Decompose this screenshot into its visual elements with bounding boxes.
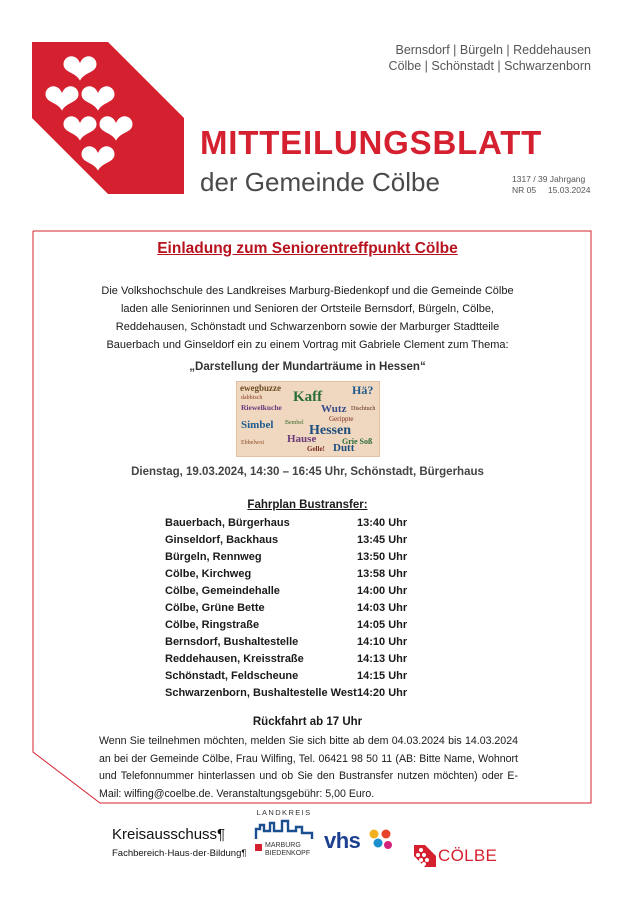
- issue-volume: 1317 / 39 Jahrgang: [512, 174, 586, 184]
- bus-schedule-title: Fahrplan Bustransfer:: [247, 499, 368, 511]
- schedule-row: [165, 515, 425, 532]
- departure-time: 14:03 Uhr: [357, 602, 408, 614]
- stop-name: Cölbe, Gemeindehalle: [165, 585, 280, 597]
- kreisausschuss-name: Kreisausschuss¶: [112, 826, 226, 843]
- stop-name: Bernsdorf, Bushaltestelle: [165, 636, 299, 648]
- stop-name: Schönstadt, Feldscheune: [165, 670, 299, 682]
- departure-time: 14:05 Uhr: [357, 619, 408, 631]
- schedule-row: [165, 549, 425, 566]
- landkreis-marburg-biedenkopf-logo: [253, 808, 315, 860]
- coelbe-emblem-icon: [414, 845, 436, 867]
- wordcloud-word: Riewelkuche: [241, 403, 282, 412]
- schedule-row: [165, 685, 425, 702]
- landkreis-name-line-1: MARBURG: [265, 842, 301, 849]
- departure-time: 14:20 Uhr: [357, 687, 408, 699]
- issue-info: [512, 174, 590, 196]
- wordcloud-word: Kaff: [293, 389, 323, 405]
- kreisausschuss-logo: [112, 826, 246, 859]
- wordcloud-word: Dischtuch: [351, 406, 376, 412]
- departure-time: 13:45 Uhr: [357, 534, 408, 546]
- invitation-title: Einladung zum Seniorentreffpunkt Cölbe: [157, 240, 458, 257]
- stop-name: Cölbe, Kirchweg: [165, 568, 252, 580]
- vhs-logo: [324, 828, 360, 854]
- stop-name: Cölbe, Grüne Bette: [165, 602, 265, 614]
- return-trip-info: Rückfahrt ab 17 Uhr: [252, 716, 363, 728]
- landkreis-label: LANDKREIS: [256, 808, 312, 817]
- schedule-row: [165, 566, 425, 583]
- departure-time: 14:00 Uhr: [357, 585, 408, 597]
- vhs-dots-icon: [368, 828, 394, 854]
- wordcloud-word: Simbel: [241, 419, 274, 431]
- wordcloud-word: Dutt: [333, 442, 355, 454]
- intro-text: Die Volkshochschule des Landkreises Marburg-Biedenkopf und die Gemeinde Cölbe laden alle Seniorinnen und Senioren der Ortsteile Bernsdorf, Bürgeln, Cölbe, Reddehausen, Schönstadt und Schwarzenborn sowie der Marburger Stadtteile Bauerbach und Ginseldorf ein zu einem Vortrag mit Gabriele Clement zum Thema:: [101, 285, 514, 351]
- schedule-row: [165, 583, 425, 600]
- dialect-wordcloud-image: [236, 381, 380, 457]
- stop-name: Cölbe, Ringstraße: [165, 619, 260, 631]
- registration-text: Wenn Sie teilnehmen möchten, melden Sie sich bitte ab dem 04.03.2024 bis 14.03.2024 an bei der Gemeinde Cölbe, Frau Wilfing, Tel. 06421 98 50 11 (AB: Bitte Name, Wohnort und Telefonnummer hinterlassen und ob Sie den Bustransfer nutzen möchten) oder E-Mail: wilfing@coelbe.de. Veranstaltungsgebühr: 5,00 Euro.: [99, 735, 518, 800]
- departure-time: 14:15 Uhr: [357, 670, 408, 682]
- wordcloud-word: Hessen: [309, 423, 351, 438]
- lecture-topic: „Darstellung der Mundarträume in Hessen“: [189, 361, 426, 373]
- vhs-wordmark: vhs: [324, 828, 361, 853]
- newsletter-subtitle: der Gemeinde Cölbe: [200, 167, 440, 197]
- landkreis-name-line-2: BIEDENKOPF: [265, 850, 311, 857]
- coat-of-arms-logo: [32, 42, 184, 194]
- wordcloud-word: Hause: [287, 433, 317, 445]
- coelbe-wordmark: CÖLBE: [438, 846, 498, 865]
- wordcloud-word: Hä?: [352, 383, 374, 397]
- castle-skyline-icon: [254, 819, 314, 841]
- landkreis-badge-icon: [255, 844, 262, 851]
- departure-time: 13:50 Uhr: [357, 551, 408, 563]
- schedule-row: [165, 532, 425, 549]
- departure-time: 14:10 Uhr: [357, 636, 408, 648]
- places-line-2: Cölbe | Schönstadt | Schwarzenborn: [388, 59, 591, 73]
- issue-number-date: NR 05 15.03.2024: [512, 185, 591, 195]
- departure-time: 13:40 Uhr: [357, 517, 408, 529]
- departure-time: 14:13 Uhr: [357, 653, 408, 665]
- schedule-row: [165, 600, 425, 617]
- event-datetime-location: Dienstag, 19.03.2024, 14:30 – 16:45 Uhr, Schönstadt, Bürgerhaus: [131, 466, 484, 478]
- bus-schedule-table: [165, 515, 425, 702]
- wordcloud-word: Bembel: [285, 420, 304, 426]
- places-line-1: Bernsdorf | Bürgeln | Reddehausen: [395, 43, 591, 57]
- stop-name: Bauerbach, Bürgerhaus: [165, 517, 290, 529]
- newsletter-title: MITTEILUNGSBLATT: [200, 124, 543, 161]
- wordcloud-word: dabbisch: [241, 395, 263, 401]
- wordcloud-word: Wutz: [321, 403, 347, 415]
- wordcloud-word: Grie Soß: [342, 437, 373, 446]
- stop-name: Ginseldorf, Backhaus: [165, 534, 279, 546]
- stop-name: Reddehausen, Kreisstraße: [165, 653, 304, 665]
- schedule-row: [165, 651, 425, 668]
- stop-name: Bürgeln, Rennweg: [165, 551, 262, 563]
- wordcloud-word: ewegbuzze: [240, 383, 281, 393]
- header-places: [389, 42, 591, 74]
- kreisausschuss-department: Fachbereich·Haus·der·Bildung¶: [112, 848, 247, 859]
- landkreis-name: [265, 842, 310, 858]
- schedule-row: [165, 617, 425, 634]
- wordcloud-word: Ebbelwoi: [241, 440, 264, 446]
- schedule-row: [165, 668, 425, 685]
- wordcloud-word: Gerippte: [329, 415, 354, 423]
- schedule-row: [165, 634, 425, 651]
- wordcloud-word: Gelle!: [307, 445, 325, 453]
- departure-time: 13:58 Uhr: [357, 568, 408, 580]
- stop-name: Schwarzenborn, Bushaltestelle West: [165, 687, 357, 699]
